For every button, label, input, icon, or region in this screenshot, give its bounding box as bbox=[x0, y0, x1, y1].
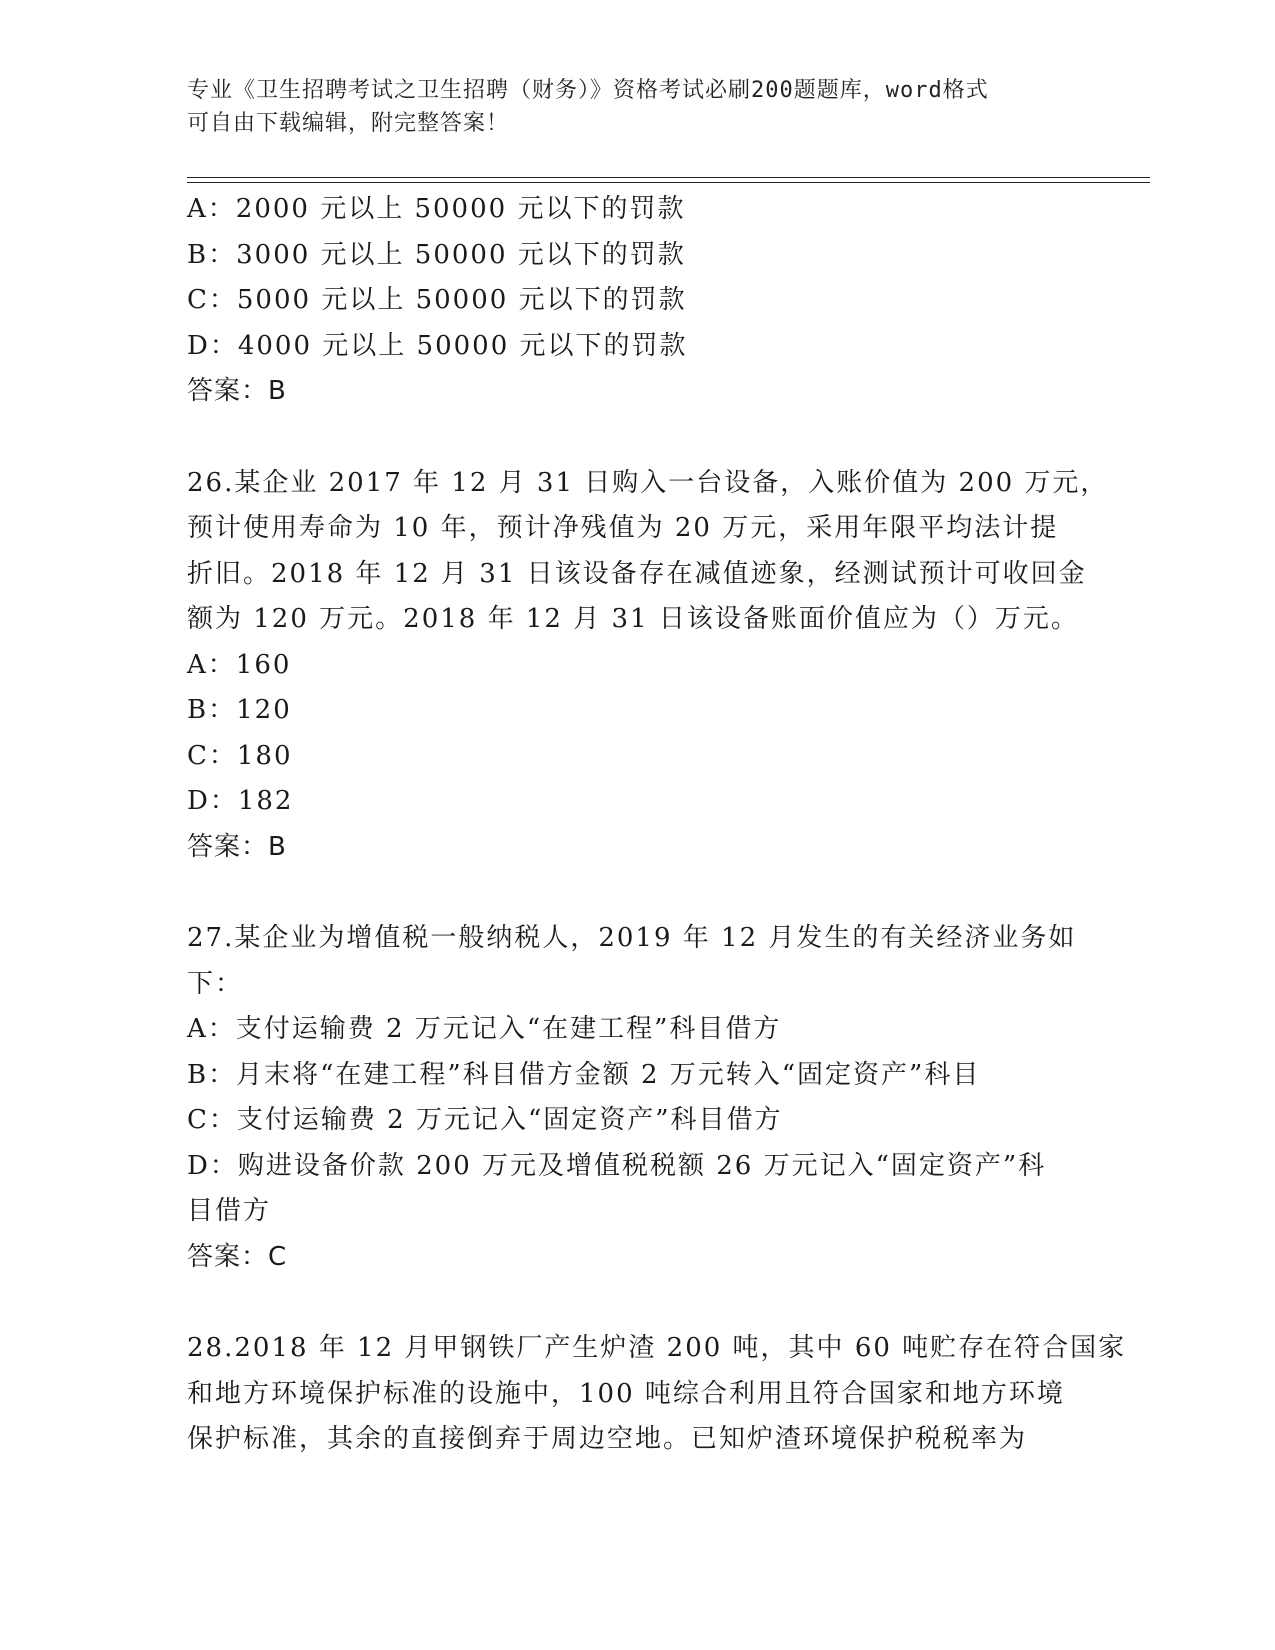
q27-stem-line-1: 27.某企业为增值税一般纳税人，2019 年 12 月发生的有关经济业务如 bbox=[187, 923, 1077, 953]
q27-option-c: C：支付运输费 2 万元记入“固定资产”科目借方 bbox=[187, 1105, 783, 1135]
q28-stem-line-3: 保护标准，其余的直接倒弃于周边空地。已知炉渣环境保护税税率为 bbox=[187, 1424, 1028, 1454]
q25-option-c: C：5000 元以上 50000 元以下的罚款 bbox=[187, 285, 687, 315]
q26-option-a: A：160 bbox=[187, 649, 292, 680]
q27-stem bbox=[187, 916, 1087, 1007]
q26-option-c: C：180 bbox=[187, 740, 293, 771]
header-line-2: 可自由下载编辑，附完整答案！ bbox=[187, 111, 510, 136]
header-rule-bottom bbox=[187, 182, 1150, 183]
document-body bbox=[187, 187, 1127, 1463]
q26-stem-line-3: 折旧。2018 年 12 月 31 日该设备存在减值迹象，经测试预计可收回金 bbox=[187, 558, 1087, 589]
q25-option-a: A：2000 元以上 50000 元以下的罚款 bbox=[187, 194, 686, 224]
header-line-1: 专业《卫生招聘考试之卫生招聘（财务）》资格考试必刷200题题库，word格式 bbox=[187, 78, 989, 103]
q26-answer: 答案：B bbox=[187, 831, 287, 862]
q26-stem-line-4: 额为 120 万元。2018 年 12 月 31 日该设备账面价值应为（）万元。 bbox=[187, 604, 1079, 634]
q26-option-d: D：182 bbox=[187, 786, 294, 816]
q27-answer: 答案：C bbox=[187, 1241, 288, 1272]
document-header bbox=[187, 74, 1067, 140]
spacer bbox=[187, 870, 1087, 916]
q28-stem bbox=[187, 1326, 1127, 1463]
question-28 bbox=[187, 1326, 1127, 1463]
spacer bbox=[187, 415, 1087, 461]
q28-stem-line-2: 和地方环境保护标准的设施中，100 吨综合利用且符合国家和地方环境 bbox=[187, 1378, 1065, 1409]
q27-option-d-continued: 目借方 bbox=[187, 1196, 272, 1226]
spacer bbox=[187, 1280, 1087, 1326]
q27-option-b: B：月末将“在建工程”科目借方金额 2 万元转入“固定资产”科目 bbox=[187, 1059, 981, 1090]
question-26 bbox=[187, 461, 1109, 871]
question-25 bbox=[187, 187, 1087, 415]
q25-answer: 答案：B bbox=[187, 376, 287, 406]
q28-stem-line-1: 28.2018 年 12 月甲钢铁厂产生炉渣 200 吨，其中 60 吨贮存在符合国家 bbox=[187, 1333, 1127, 1363]
q27-option-d: D：购进设备价款 200 万元及增值税税额 26 万元记入“固定资产”科 bbox=[187, 1150, 1047, 1181]
q27-option-a: A：支付运输费 2 万元记入“在建工程”科目借方 bbox=[187, 1014, 782, 1044]
q26-stem-line-1: 26.某企业 2017 年 12 月 31 日购入一台设备，入账价值为 200 万元， bbox=[187, 467, 1109, 498]
q25-option-b: B：3000 元以上 50000 元以下的罚款 bbox=[187, 239, 686, 270]
q26-stem bbox=[187, 461, 1109, 643]
q26-option-b: B：120 bbox=[187, 695, 292, 725]
header-rule-top bbox=[187, 177, 1150, 178]
q26-stem-line-2: 预计使用寿命为 10 年，预计净残值为 20 万元，采用年限平均法计提 bbox=[187, 513, 1059, 543]
question-27 bbox=[187, 916, 1087, 1280]
q25-option-d: D：4000 元以上 50000 元以下的罚款 bbox=[187, 330, 688, 361]
q27-stem-line-2: 下： bbox=[187, 968, 244, 999]
